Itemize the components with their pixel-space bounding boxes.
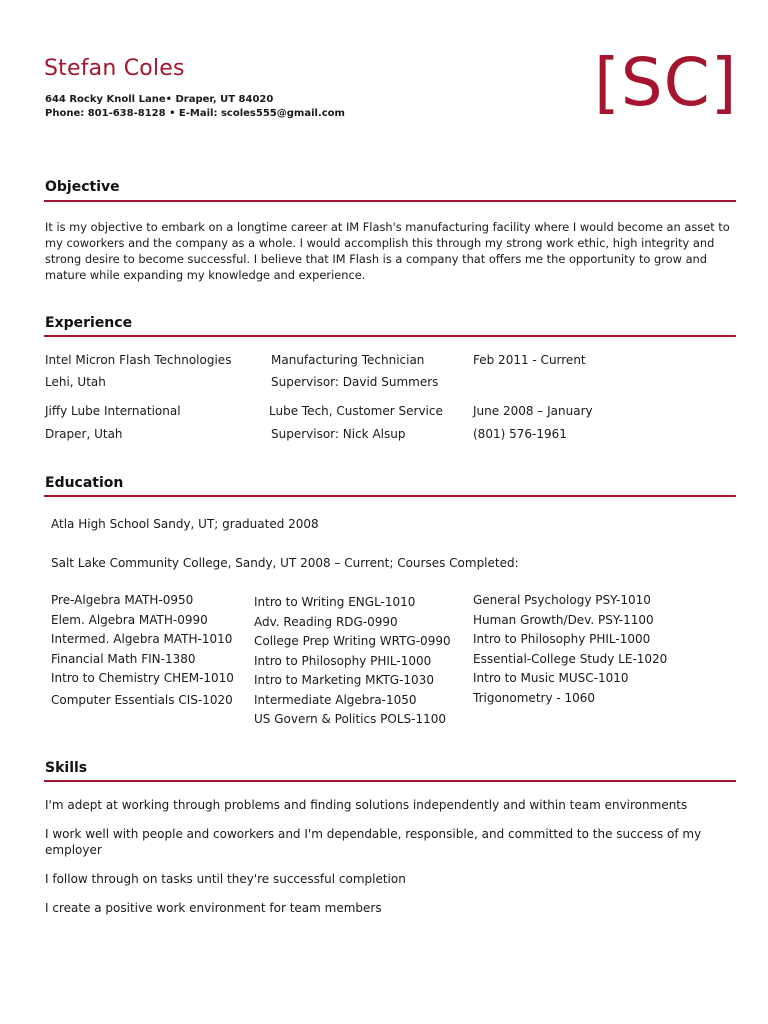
monogram-logo: [SC] (594, 44, 738, 121)
job-phone: (801) 576-1961 (473, 427, 567, 441)
course-item: Adv. Reading RDG-0990 (254, 614, 398, 629)
section-divider (44, 335, 736, 337)
course-item: Intro to Music MUSC-1010 (473, 671, 629, 685)
course-item: Financial Math FIN-1380 (51, 651, 196, 666)
course-item: Pre-Algebra MATH-0950 (51, 593, 194, 607)
course-item: Intro to Marketing MKTG-1030 (254, 673, 434, 687)
course-item: Intro to Philosophy PHIL-1000 (473, 632, 651, 646)
course-item: US Govern & Politics POLS-1100 (254, 712, 447, 726)
address-line: 644 Rocky Knoll Lane• Draper, UT 84020 (45, 94, 274, 105)
objective-text: It is my objective to embark on a longtime career at IM Flash's manufacturing facility where I would become an asset to my coworkers and the company as a whole. I would accomplish this through my strong work ethic, high integrity and strong desire to become successful. I believe that IM Flash is a company that offers me the opportunity to grow and mature while expanding my knowledge and experience. (45, 220, 730, 282)
course-column-3 (473, 591, 667, 708)
course-column-2 (254, 593, 451, 730)
job-location: Lehi, Utah (45, 375, 106, 389)
education-heading: Education (45, 475, 124, 491)
section-divider (44, 200, 736, 202)
contact-line: Phone: 801-638-8128 • E-Mail: scoles555@gmail.com (45, 108, 345, 119)
high-school: Atla High School Sandy, UT; graduated 2008 (51, 517, 319, 531)
course-item: Intermed. Algebra MATH-1010 (51, 632, 233, 646)
college: Salt Lake Community College, Sandy, UT 2008 – Current; Courses Completed: (51, 556, 519, 570)
course-item: Intro to Writing ENGL-1010 (254, 595, 416, 609)
skill-item: I work well with people and coworkers and I'm dependable, responsible, and committed to the success of my employer (45, 827, 702, 857)
experience-heading: Experience (45, 315, 133, 331)
section-divider (44, 780, 736, 782)
course-item: Essential-College Study LE-1020 (473, 651, 668, 666)
course-column-1 (51, 591, 234, 710)
course-item: Intro to Chemistry CHEM-1010 (51, 671, 234, 685)
job-location: Draper, Utah (45, 427, 123, 441)
skills-heading: Skills (45, 760, 88, 776)
course-item: College Prep Writing WRTG-0990 (254, 634, 451, 648)
job-supervisor: Supervisor: David Summers (271, 375, 439, 389)
job-dates: June 2008 – January (473, 404, 593, 418)
skill-item: I'm adept at working through problems and finding solutions independently and within team environments (45, 798, 688, 812)
resume-name: Stefan Coles (44, 56, 185, 81)
job-supervisor: Supervisor: Nick Alsup (271, 427, 406, 441)
skill-item: I create a positive work environment for team members (45, 901, 382, 915)
job-company: Intel Micron Flash Technologies (45, 353, 232, 367)
job-role: Lube Tech, Customer Service (269, 404, 443, 418)
job-dates: Feb 2011 - Current (473, 353, 586, 367)
course-item: Elem. Algebra MATH-0990 (51, 612, 208, 627)
course-item: Trigonometry - 1060 (473, 690, 596, 705)
course-item: Computer Essentials CIS-1020 (51, 692, 233, 707)
job-role: Manufacturing Technician (271, 353, 425, 367)
course-item: Intro to Philosophy PHIL-1000 (254, 653, 432, 668)
course-item: General Psychology PSY-1010 (473, 593, 651, 607)
objective-heading: Objective (45, 179, 120, 195)
skill-item: I follow through on tasks until they're successful completion (45, 872, 406, 886)
job-company: Jiffy Lube International (45, 404, 181, 418)
course-item: Human Growth/Dev. PSY-1100 (473, 612, 654, 627)
section-divider (44, 495, 736, 497)
course-item: Intermediate Algebra-1050 (254, 692, 417, 707)
